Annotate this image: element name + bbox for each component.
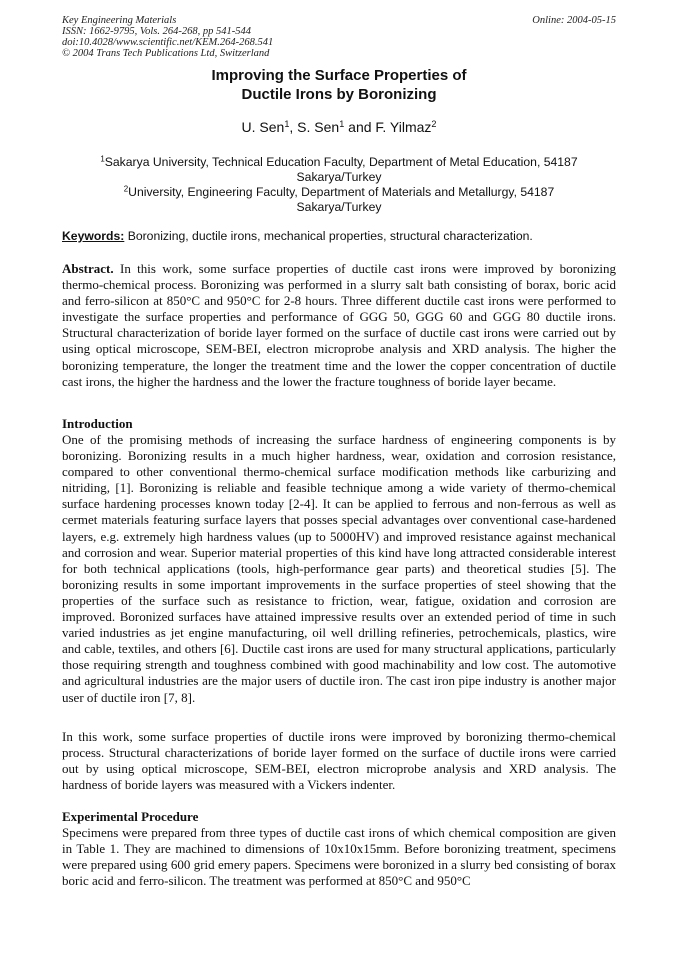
keywords-label: Keywords:: [62, 229, 125, 243]
abstract: [62, 261, 616, 390]
author-3: F. Yilmaz: [375, 119, 432, 135]
author-3-affiliation-mark: 2: [431, 119, 437, 129]
experimental-body: [62, 825, 616, 889]
experimental-heading: Experimental Procedure: [62, 809, 199, 824]
affiliation-1-line-2: Sakarya/Turkey: [296, 170, 382, 184]
affiliation-2-text: University, Engineering Faculty, Department of Materials and Metallurgy, 54187: [128, 185, 555, 199]
author-2: S. Sen: [297, 119, 340, 135]
introduction-body-2: [62, 729, 616, 793]
keywords: [62, 229, 616, 244]
introduction-heading: Introduction: [62, 416, 133, 431]
paper-title: [62, 66, 616, 104]
doi-line[interactable]: doi:10.4028/www.scientific.net/KEM.264-268.541: [62, 37, 274, 48]
online-date: Online: 2004-05-15: [532, 15, 616, 26]
journal-header: [62, 15, 616, 59]
abstract-text: In this work, some surface properties of ductile cast irons were improved by boronizing thermo-chemical process. Boronizing was performed in a slurry salt bath consisting of borax, boric acid and ferro-silicon at 850°C and 950°C for 2-8 hours. Three different ductile cast irons were performed to investigate the surface properties and performance of GGG 50, GGG 60 and GGG 80 ductile irons. Structural characterization of boride layer formed on the surface of ductile cast irons were carried out by using optical microscope, SEM-BEI, electron microprobe analysis and XRD analysis. The higher the boronizing temperature, the longer the treatment time and the lower the copper concentration of ductile cast irons, the higher the hardness and the lower the fracture toughness of boride layer became.: [62, 261, 616, 389]
author-1-affiliation-mark: 1: [284, 119, 290, 129]
copyright-line: © 2004 Trans Tech Publications Ltd, Switzerland: [62, 48, 270, 59]
abstract-paragraph: [62, 261, 616, 390]
affiliation-1-line-1: [62, 155, 616, 170]
affiliation-2-line-2: Sakarya/Turkey: [296, 200, 382, 214]
affiliation-1-text: Sakarya University, Technical Education Faculty, Department of Metal Education, 54187: [104, 155, 578, 169]
keywords-text: Boronizing, ductile irons, mechanical properties, structural characterization.: [127, 229, 533, 243]
affiliation-1-mark: 1: [100, 154, 105, 164]
affiliation-2-line-1: [62, 185, 616, 200]
affiliation-2-mark: 2: [123, 184, 129, 194]
introduction-paragraph-1: One of the promising methods of increasing the surface hardness of engineering components is by boronizing. Boronizing results in a much higher hardness, wear, oxidation and corrosion resistance, compared to other conventional thermo-chemical surface modification methods like carburizing and nitriding, [1]. Boronizing is reliable and feasible technique among a wide variety of thermo-chemical surface hardening processes known today [2-4]. It can be applied to ferrous and non-ferrous as well as cermet materials featuring surface layers that posses special advantages over conventional case-hardened layers, e.g. extremely high hardness values (up to 5000HV) and improved resistance against mechanical and corrosion and wear. Superior material properties of this kind have long attracted considerable interest for both technical applications (tools, high-performance gear parts) and theoretical studies [5]. The boronizing results in some important improvements in the surface properties of steel showing that the properties of the surface such as resistance to friction, wear, fatigue, oxidation and corrosion are improved. Boronized surfaces have attained impressive results over an extended period of time in such varied industries as jet engine manufacturing, oil well drilling refineries, petrochemicals, plastics, wire and cable, textiles, and others [6]. Ductile cast irons are used for many structural applications, particularly those requiring strength and toughness combined with good machinability and low cost. The automotive and agricultural industries are the major users of ductile iron. The cast iron pipe industry is another major user of ductile iron [7, 8].: [62, 432, 616, 705]
abstract-label: Abstract.: [62, 261, 114, 276]
author-conjunction: and: [348, 119, 372, 135]
author-2-affiliation-mark: 1: [339, 119, 345, 129]
author-1: U. Sen: [241, 119, 285, 135]
author-list: U. Sen$^1$, S. Sen$^1$ and F. Yilmaz$^2$: [241, 119, 437, 135]
journal-name: Key Engineering Materials: [62, 15, 177, 26]
introduction-paragraph-2: In this work, some surface properties of ductile irons were improved by boronizing thermo-chemical process. Structural characterizations of boride layer formed on the surface of ductile irons were carried out by using optical microscope, SEM-BEI, electron microprobe analysis and XRD analysis. The hardness of boride layers was measured with a Vickers indenter.: [62, 729, 616, 793]
affiliations: [62, 155, 616, 215]
experimental-paragraph-1: Specimens were prepared from three types of ductile cast irons of which chemical composition are given in Table 1. They are machined to dimensions of 10x10x15mm. Before boronizing treatment, specimens were prepared using 600 grid emery papers. Specimens were boronized in a slurry bed consisting of borax boric acid and ferro-silicon. The treatment was performed at 850°C and 950°C: [62, 825, 616, 889]
title-line-1: Improving the Surface Properties of: [211, 67, 467, 84]
issn-line: ISSN: 1662-9795, Vols. 264-268, pp 541-544: [62, 26, 251, 37]
introduction-body: [62, 432, 616, 706]
title-line-2: Ductile Irons by Boronizing: [241, 86, 437, 103]
